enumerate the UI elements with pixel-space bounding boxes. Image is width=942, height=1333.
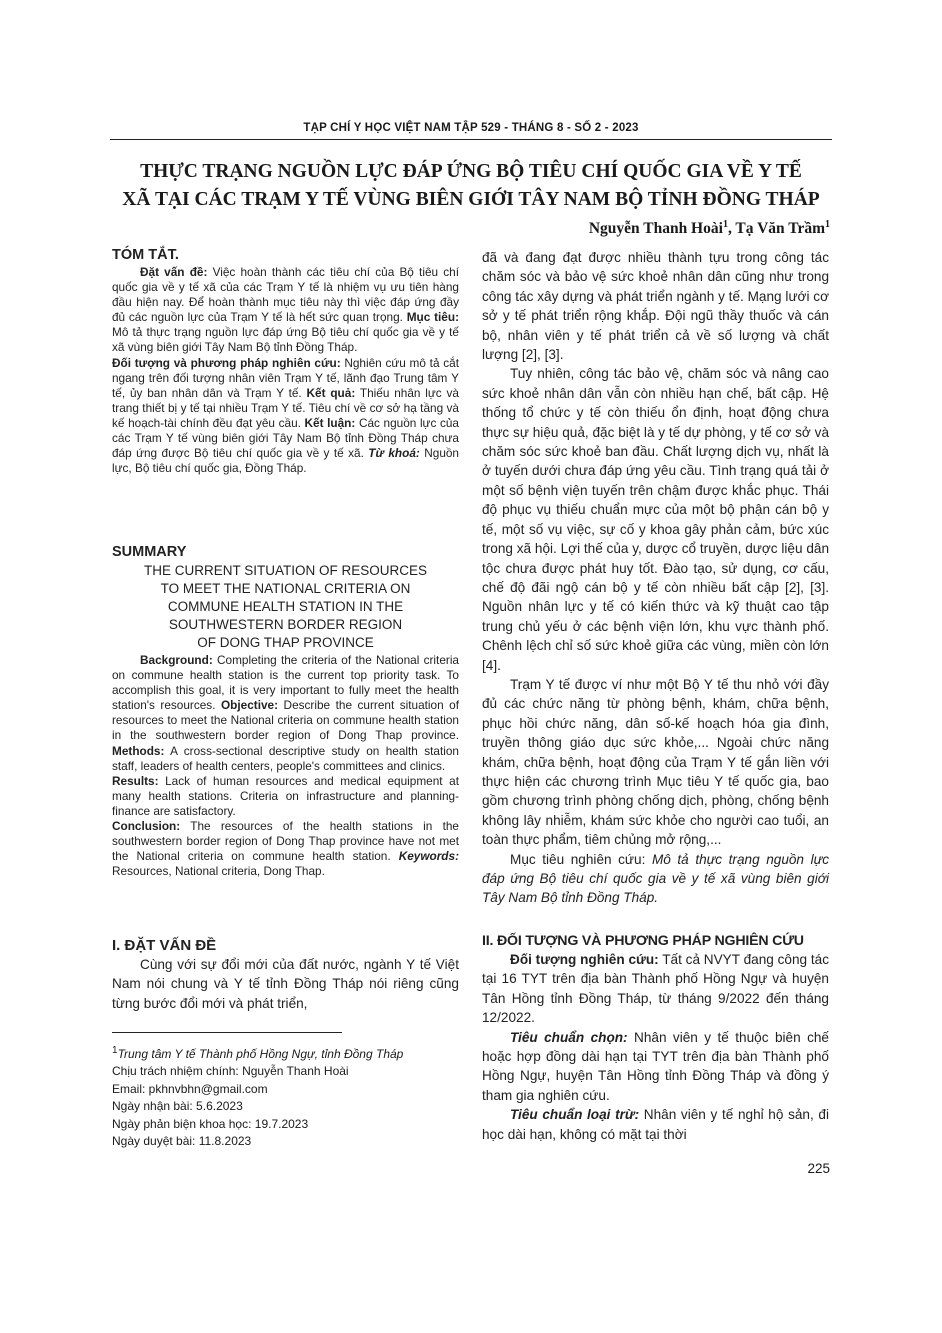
right-p2: Tuy nhiên, công tác bảo vệ, chăm sóc và nâng cao sức khoẻ nhân dân vẫn còn nhiều hạn chế, bất cập. Hệ thống tổ chức y tế còn thiếu ổn định, hoạt động chưa thực sự hiệu quả, đặc biệt là y tế dự phòng, y tế cơ sở và chăm sóc sức khoẻ ban đầu. Chất lượng dịch vụ, nhất là ở tuyến dưới chưa đáp ứng yêu cầu. Tình trạng quá tải ở một số bệnh viện tuyến trên chậm được khắc phục. Thái độ phục vụ thiếu chuẩn mực của một bộ phận cán bộ y tế, một số vụ việc, sự cố y khoa gây phản cảm, bức xúc trong xã hội. Lợi thế của y, dược cổ truyền, dược liệu dân tộc chưa được phát huy tốt. Đào tạo, sử dụng, cơ cấu, chế độ đãi ngộ cán bộ y tế còn nhiều bất cập [2], [3]. Nguồn nhân lực y tế có kiến thức và kỹ thuật cao tập trung chủ yếu ở các bệnh viện lớn, khu vực thành phố. Chênh lệch chỉ số sức khoẻ giữa các vùng, miền còn lớn [4]. [482, 366, 829, 673]
methods-k1: Đối tượng nghiên cứu: [510, 952, 659, 967]
footnote-rule [112, 1032, 342, 1033]
abstract-k2: Mục tiêu: [406, 310, 459, 325]
title-line-2: XÃ TẠI CÁC TRẠM Y TẾ VÙNG BIÊN GIỚI TÂY NAM BỘ TỈNH ĐỒNG THÁP [122, 189, 820, 210]
methods-heading: II. ĐỐI TƯỢNG VÀ PHƯƠNG PHÁP NGHIÊN CỨU [482, 933, 804, 949]
intro-p1: Cùng với sự đổi mới của đất nước, ngành Y tế Việt Nam nói chung và Y tế tỉnh Đồng Tháp nói riêng cũng từng bước đổi mới và phát triển, [112, 957, 459, 1011]
summary-k2: Objective: [221, 698, 279, 713]
abstract-k1: Đặt vấn đề: [140, 265, 208, 279]
methods-t1: Tất cả NVYT đang công tác tại 16 TYT trên địa bàn Thành phố Hồng Ngự và huyện Tân Hồng tỉnh Đồng Tháp, từ tháng 9/2022 đến tháng 12/2022. [482, 952, 830, 1026]
summary-title-2: TO MEET THE NATIONAL CRITERIA ON [160, 581, 411, 596]
summary-k5: Conclusion: [112, 819, 181, 834]
methods-k2: Tiêu chuẩn chọn: [510, 1029, 628, 1045]
summary-title-3: COMMUNE HEALTH STATION IN THE [167, 599, 404, 614]
right-p3: Trạm Y tế được ví như một Bộ Y tế thu nhỏ với đầy đủ các chức năng từ phòng bệnh, khám, chữa bệnh, phục hồi chức năng, dân số-kế hoạch hóa gia đình, truyền thông giáo dục sức khỏe,... Ngoài chức năng khám, chữa bệnh, hoạt động của Trạm Y tế gắn liền với thực hiện các chương trình Mục tiêu Y tế quốc gia, bao gồm chương trình phòng chống dịch, phòng, chống bệnh không lây nhiễm, khám sức khỏe cho người cao tuổi, an toàn thực phẩm, tiêm chủng mở rộng,... [482, 676, 829, 848]
footnotes [112, 1042, 472, 1150]
page-number: 225 [807, 1161, 830, 1176]
author-1: Nguyễn Thanh Hoài [588, 220, 723, 238]
abstract-t4: Thiếu nhân lực và trang thiết bị y tế tại nhiều Trạm Y tế. Tiêu chí về cơ sở hạ tầng và kế hoạch-tài chính đều đạt yêu cầu. [112, 385, 459, 430]
abstract-t1: Việc hoàn thành các tiêu chí của Bộ tiêu chí quốc gia về y tế xã của các Trạm Y tế là nhiệm vụ ưu tiên hàng đầu hiện nay. Để hoàn thành mục tiêu này thì việc đáp ứng đầy đủ các nguồn lực của Trạm Y tế là hết sức quan trọng. [112, 265, 459, 325]
article-title [110, 158, 832, 214]
summary-body [112, 653, 459, 879]
abstract-vi [112, 247, 459, 476]
summary-heading: SUMMARY [112, 544, 187, 560]
methods-t2: Nhân viên y tế thuộc biên chế hoặc hợp đồng dài hạn tại TYT trên địa bàn Thành phố Hồng Ngự, huyện Tân Hồng tỉnh Đồng Tháp và đồng ý tham gia nghiên cứu. [482, 1029, 829, 1103]
objective-text: Mô tả thực trạng nguồn lực đáp ứng Bộ tiêu chí quốc gia về y tế xã vùng biên giới Tây Nam Bộ tỉnh Đồng Tháp. [482, 851, 830, 906]
abstract-heading: TÓM TẮT. [112, 247, 179, 263]
summary-k4: Results: [112, 773, 159, 788]
corresponding-author: Chịu trách nhiệm chính: Nguyễn Thanh Hoài [112, 1064, 349, 1079]
summary-t3: A cross-sectional descriptive study on health station staff, leaders of health centers, people's committees and clinics. [112, 743, 459, 773]
methods-section [482, 933, 829, 1144]
journal-header: TẠP CHÍ Y HỌC VIỆT NAM TẬP 529 - THÁNG 8 - SỐ 2 - 2023 [303, 122, 639, 134]
author-separator: , [727, 220, 736, 238]
title-line-1: THỰC TRẠNG NGUỒN LỰC ĐÁP ỨNG BỘ TIÊU CHÍ QUỐC GIA VỀ Y TẾ [140, 161, 802, 182]
abstract-t2: Mô tả thực trạng nguồn lực đáp ứng Bộ tiêu chí quốc gia về y tế xã vùng biên giới Tây Nam Bộ tỉnh Đồng Tháp. [112, 325, 459, 355]
summary-t2: Describe the current situation of resources to meet the National criteria on commune health station in the southwestern border region of Dong Thap province. [112, 698, 460, 743]
summary-title [112, 562, 459, 652]
abstract-t5: Các nguồn lực của các Trạm Y tế vùng biên giới Tây Nam Bộ tỉnh Đồng Tháp chưa đáp ứng được Bộ tiêu chí quốc gia về y tế xã. [112, 415, 459, 461]
summary-k3: Methods: [112, 743, 165, 758]
affiliation-text: Trung tâm Y tế Thành phố Hồng Ngự, tỉnh Đồng Tháp [117, 1047, 404, 1061]
right-column-body [482, 248, 829, 908]
author-2-affil: 1 [825, 219, 830, 230]
intro-section [112, 937, 459, 1013]
objective-lead: Mục tiêu nghiên cứu: [510, 851, 652, 867]
author-1-affil: 1 [722, 219, 728, 230]
date-accepted: Ngày duyệt bài: 11.8.2023 [112, 1134, 252, 1149]
affiliation [112, 1042, 472, 1063]
abstract-t3: Nghiên cứu mô tả cắt ngang trên đối tượng nhân viên Trạm Y tế, lãnh đạo Trung tâm Y tế, ủy ban nhân dân và Trạm Y tế. [112, 355, 459, 400]
summary-en [112, 544, 459, 879]
summary-t6: Resources, National criteria, Dong Thap. [112, 864, 325, 879]
intro-body [112, 955, 459, 1013]
intro-heading: I. ĐẶT VẤN ĐỀ [112, 937, 217, 954]
methods-t3: Nhân viên y tế nghỉ hộ sản, đi học dài hạn, không có mặt tại thời [482, 1107, 829, 1142]
abstract-k3: Đối tượng và phương pháp nghiên cứu: [112, 355, 341, 370]
header-rule [110, 139, 832, 140]
abstract-k4: Kết quả: [306, 385, 356, 400]
summary-t5: The resources of the health stations in the southwestern border region of Dong Thap province have not met the National criteria on commune health station. [112, 819, 459, 864]
author-2: Tạ Văn Trầm [735, 220, 825, 238]
abstract-body [112, 265, 459, 476]
summary-k6: Keywords: [398, 849, 459, 864]
abstract-k5: Kết luận: [304, 415, 356, 430]
email: Email: pkhnvbhn@gmail.com [112, 1081, 268, 1096]
summary-title-1: THE CURRENT SITUATION OF RESOURCES [143, 563, 428, 578]
right-p1: đã và đang đạt được nhiều thành tựu trong công tác chăm sóc và bảo vệ sức khoẻ nhân dân cũng như trong công tác xây dựng và phát triển ngành y tế. Mạng lưới cơ sở y tế phát triển rộng khắp. Đội ngũ thầy thuốc và cán bộ, nhân viên y tế phát triển cả về số lượng và chất lượng [2], [3]. [482, 250, 829, 363]
summary-title-4: SOUTHWESTERN BORDER REGION [168, 617, 403, 632]
methods-k3: Tiêu chuẩn loại trừ: [510, 1107, 640, 1123]
right-p4 [482, 850, 829, 908]
summary-t4: Lack of human resources and medical equipment at many health stations. Criteria on infrastructure and planning-finance are satisfactory. [112, 773, 459, 818]
summary-title-5: OF DONG THAP PROVINCE [197, 635, 374, 650]
summary-k1: Background: [140, 653, 213, 667]
affiliation-mark: 1 [112, 1045, 118, 1056]
abstract-k6: Từ khoá: [368, 446, 420, 461]
methods-body [482, 950, 829, 1144]
date-reviewed: Ngày phản biện khoa học: 19.7.2023 [112, 1116, 309, 1131]
abstract-t6: Nguồn lực, Bộ tiêu chí quốc gia, Đồng Tháp. [112, 446, 459, 476]
summary-t1: Completing the criteria of the National criteria on commune health station is the current top priority task. To accomplish this goal, it is very important to fully meet the health station's resources. [112, 653, 459, 713]
author-line [589, 219, 830, 238]
date-received: Ngày nhận bài: 5.6.2023 [112, 1099, 243, 1114]
